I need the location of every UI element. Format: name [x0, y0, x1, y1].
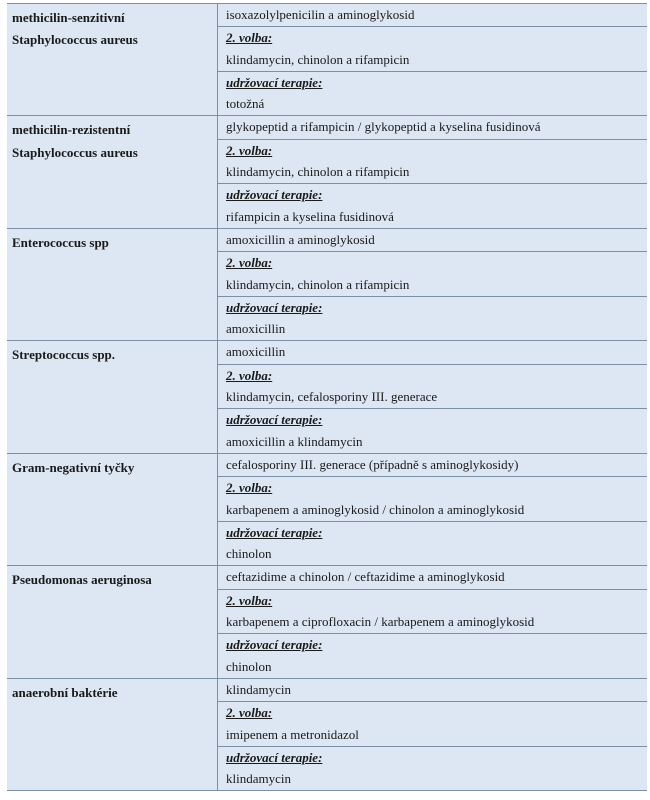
- organism-name: Staphylococcus aureus: [12, 144, 138, 160]
- second-choice-therapy: imipenem a metronidazol: [226, 726, 359, 742]
- second-choice-label: 2. volba:: [226, 367, 273, 383]
- maintenance-therapy-line: [218, 656, 647, 678]
- first-line-therapy: glykopeptid a rifampicin / glykopeptid a kyselina fusidinová: [226, 119, 541, 135]
- table-row: [7, 454, 647, 566]
- first-line-therapy-line: [218, 116, 647, 138]
- organism-cell: [7, 229, 217, 340]
- maintenance-label-line: [218, 296, 647, 318]
- maintenance-label: udržovací terapie:: [226, 637, 323, 653]
- regimen-cell: [217, 454, 647, 565]
- organism-cell: [7, 566, 217, 677]
- first-line-therapy-line: [218, 679, 647, 701]
- organism-name: methicilin-rezistentní: [12, 122, 131, 138]
- table-row: [7, 229, 647, 341]
- second-choice-therapy-line: [218, 499, 647, 521]
- maintenance-therapy: chinolon: [226, 546, 272, 562]
- regimen-cell: [217, 566, 647, 677]
- second-choice-label-line: [218, 476, 647, 498]
- second-choice-therapy: klindamycin, chinolon a rifampicin: [226, 164, 410, 180]
- first-line-therapy-line: [218, 341, 647, 363]
- second-choice-label: 2. volba:: [226, 255, 273, 271]
- organism-cell: [7, 116, 217, 227]
- second-choice-label-line: [218, 701, 647, 723]
- first-line-therapy-line: [218, 566, 647, 588]
- maintenance-therapy-line: [218, 431, 647, 453]
- first-line-therapy: amoxicillin: [226, 344, 286, 360]
- maintenance-label-line: [218, 408, 647, 430]
- second-choice-therapy-line: [218, 49, 647, 71]
- first-line-therapy-line: [218, 4, 647, 26]
- maintenance-therapy: amoxicillin a klindamycin: [226, 433, 363, 449]
- maintenance-therapy-line: [218, 206, 647, 228]
- maintenance-label-line: [218, 633, 647, 655]
- maintenance-therapy: totožná: [226, 96, 265, 112]
- table-row: [7, 4, 647, 116]
- table-row: [7, 116, 647, 228]
- maintenance-therapy-line: [218, 93, 647, 115]
- second-choice-label-line: [218, 251, 647, 273]
- second-choice-therapy: klindamycin, cefalosporiny III. generace: [226, 389, 438, 405]
- maintenance-label-line: [218, 746, 647, 768]
- second-choice-label-line: [218, 364, 647, 386]
- regimen-cell: [217, 341, 647, 452]
- maintenance-therapy-line: [218, 318, 647, 340]
- maintenance-label: udržovací terapie:: [226, 187, 323, 203]
- second-choice-therapy-line: [218, 161, 647, 183]
- second-choice-therapy-line: [218, 611, 647, 633]
- first-line-therapy-line: [218, 454, 647, 476]
- second-choice-therapy: klindamycin, chinolon a rifampicin: [226, 276, 410, 292]
- maintenance-therapy-line: [218, 543, 647, 565]
- second-choice-therapy-line: [218, 274, 647, 296]
- table-row: [7, 341, 647, 453]
- second-choice-therapy-line: [218, 724, 647, 746]
- maintenance-label-line: [218, 71, 647, 93]
- second-choice-label-line: [218, 589, 647, 611]
- maintenance-label: udržovací terapie:: [226, 524, 323, 540]
- first-line-therapy: amoxicillin a aminoglykosid: [226, 231, 375, 247]
- second-choice-label: 2. volba:: [226, 592, 273, 608]
- first-line-therapy: klindamycin: [226, 681, 291, 697]
- organism-cell: [7, 679, 217, 790]
- organism-cell: [7, 341, 217, 452]
- maintenance-label: udržovací terapie:: [226, 749, 323, 765]
- first-line-therapy: ceftazidime a chinolon / ceftazidime a aminoglykosid: [226, 569, 505, 585]
- antibiotic-therapy-table: [7, 3, 647, 791]
- organism-name: Pseudomonas aeruginosa: [12, 572, 152, 588]
- organism-name: Enterococcus spp: [12, 234, 109, 250]
- first-line-therapy: isoxazolylpenicilin a aminoglykosid: [226, 7, 415, 22]
- second-choice-therapy: karbapenem a aminoglykosid / chinolon a aminoglykosid: [226, 501, 525, 517]
- second-choice-label-line: [218, 26, 647, 48]
- maintenance-therapy: klindamycin: [226, 771, 291, 787]
- table-row: [7, 679, 647, 791]
- second-choice-label-line: [218, 139, 647, 161]
- second-choice-label: 2. volba:: [226, 480, 273, 496]
- first-line-therapy: cefalosporiny III. generace (případně s aminoglykosidy): [226, 456, 519, 472]
- maintenance-label: udržovací terapie:: [226, 299, 323, 315]
- maintenance-therapy: rifampicin a kyselina fusidinová: [226, 208, 394, 224]
- second-choice-therapy: klindamycin, chinolon a rifampicin: [226, 51, 410, 67]
- second-choice-label: 2. volba:: [226, 705, 273, 721]
- organism-name: methicilin-senzitivní: [12, 10, 125, 25]
- regimen-cell: [217, 229, 647, 340]
- organism-name: Streptococcus spp.: [12, 347, 116, 363]
- second-choice-label: 2. volba:: [226, 142, 273, 158]
- organism-name: anaerobní baktérie: [12, 684, 118, 700]
- maintenance-therapy-line: [218, 768, 647, 790]
- maintenance-label-line: [218, 183, 647, 205]
- organism-name: Gram-negativní tyčky: [12, 459, 135, 475]
- maintenance-therapy: amoxicillin: [226, 321, 286, 337]
- organism-cell: [7, 454, 217, 565]
- table-row: [7, 566, 647, 678]
- second-choice-therapy-line: [218, 386, 647, 408]
- maintenance-label: udržovací terapie:: [226, 74, 323, 90]
- organism-cell: [7, 4, 217, 115]
- maintenance-therapy: chinolon: [226, 658, 272, 674]
- first-line-therapy-line: [218, 229, 647, 251]
- organism-name: Staphylococcus aureus: [12, 32, 138, 48]
- maintenance-label: udržovací terapie:: [226, 412, 323, 428]
- second-choice-label: 2. volba:: [226, 30, 273, 46]
- regimen-cell: [217, 679, 647, 790]
- second-choice-therapy: karbapenem a ciprofloxacin / karbapenem a aminoglykosid: [226, 614, 535, 630]
- maintenance-label-line: [218, 521, 647, 543]
- regimen-cell: [217, 116, 647, 227]
- regimen-cell: [217, 4, 647, 115]
